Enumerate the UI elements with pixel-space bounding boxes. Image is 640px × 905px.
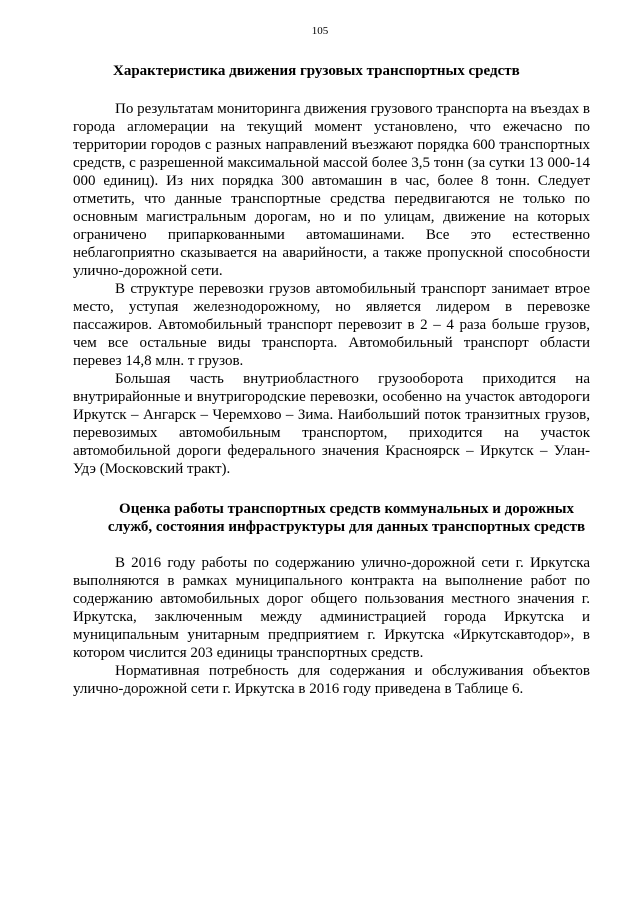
paragraph: Большая часть внутриобластного грузооборота приходится на внутрирайонные и внутригородские перевозки, особенно на участок автодороги Иркутск – Ангарск – Черемхово – Зима. Наибольший поток транзитных грузов, перевозимых автомобильным транспортом, приходится на участок автомобильной дороги федерального значения Красноярск – Иркутск – Улан-Удэ (Московский тракт). [73, 371, 590, 477]
paragraph: По результатам мониторинга движения грузового транспорта на въездах в города агломерации на текущий момент установлено, что ежечасно по территории городов с разных направлений въезжают порядка 600 транспортных средств, с разрешенной максимальной массой более 3,5 тонн (за сутки 13 000-14 000 единиц). Из них порядка 300 автомашин в час, более 8 тонн. Следует отметить, что данные транспортные средства передвигаются не только по основным магистральным дорогам, но и по улицам, движение на которых ограничено припаркованными автомашинами. Все это естественно неблагоприятно сказывается на аварийности, а также пропускной способности улично-дорожной сети. [73, 101, 590, 279]
paragraph: Нормативная потребность для содержания и обслуживания объектов улично-дорожной сети г. Иркутска в 2016 году приведена в Таблице 6. [73, 663, 590, 697]
paragraph: В структуре перевозки грузов автомобильный транспорт занимает втрое место, уступая железнодорожному, но является лидером в перевозке пассажиров. Автомобильный транспорт перевозит в 2 – 4 раза больше грузов, чем все остальные виды транспорта. Автомобильный транспорт области перевез 14,8 млн. т грузов. [73, 281, 590, 369]
paragraph: В 2016 году работы по содержанию улично-дорожной сети г. Иркутска выполняются в рамках муниципального контракта на выполнение работ по содержанию автомобильных дорог общего пользования местного значения г. Иркутска, заключенным между администрацией города Иркутска и муниципальным унитарным предприятием г. Иркутска «Иркутскавтодор», в котором числится 203 единицы транспортных средств. [73, 555, 590, 661]
section-heading-municipal-services: Оценка работы транспортных средств коммунальных и дорожных служб, состояния инфраструктуры для данных транспортных средств [107, 501, 586, 535]
document-body [73, 62, 590, 698]
section-heading-freight-traffic: Характеристика движения грузовых транспортных средств [113, 63, 520, 79]
page-number: 105 [311, 25, 329, 37]
